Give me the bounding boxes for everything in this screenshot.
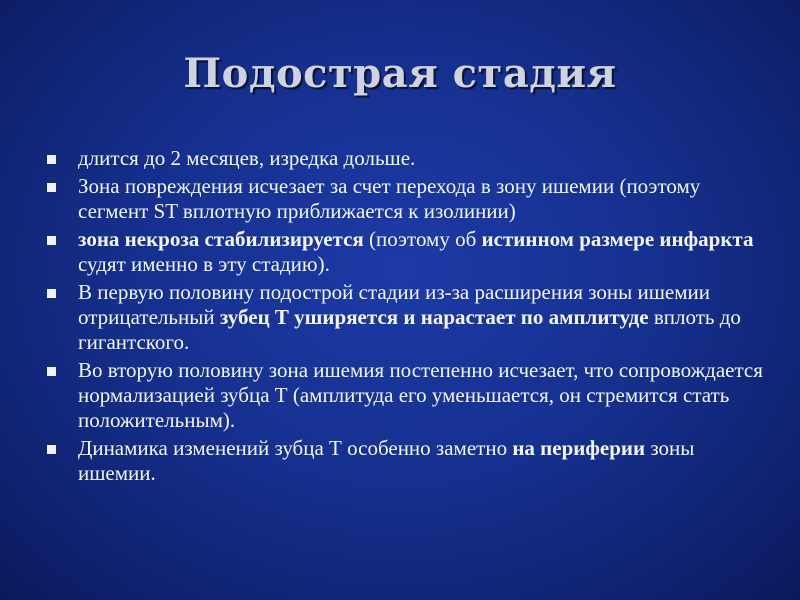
bullet-text: Во вторую половину зона ишемия постепенно исчезает, что сопровождается нормализацией зубца Т (амплитуда его уменьшается, он стремится стать положительным). bbox=[78, 358, 763, 432]
bullet-list bbox=[44, 146, 764, 489]
bullet-text: длится до 2 месяцев, изредка дольше. bbox=[78, 146, 416, 170]
bullet-text: В первую половину подострой стадии из-за расширения зоны ишемии отрицательный bbox=[78, 280, 711, 329]
bullet-text: вплоть до гигантского. bbox=[78, 305, 741, 354]
bullet-text-bold: зубец Т уширяется и нарастает по амплитуде bbox=[219, 305, 649, 329]
square-bullet-icon bbox=[47, 445, 56, 454]
bullet-text: Зона повреждения исчезает за счет перехода в зону ишемии (поэтому сегмент ST вплотную приближается к изолинии) bbox=[78, 174, 701, 223]
bullet-text: судят именно в эту стадию). bbox=[78, 252, 330, 276]
bullet-item bbox=[44, 146, 764, 171]
bullet-item bbox=[44, 174, 764, 224]
slide-title: Подострая стадия bbox=[183, 50, 617, 97]
square-bullet-icon bbox=[47, 155, 56, 164]
bullet-item bbox=[44, 227, 764, 277]
bullet-text: зоны ишемии. bbox=[78, 436, 695, 485]
square-bullet-icon bbox=[47, 236, 56, 245]
bullet-item bbox=[44, 436, 764, 486]
square-bullet-icon bbox=[47, 183, 56, 192]
bullet-text: (поэтому об bbox=[363, 227, 482, 251]
bullet-item bbox=[44, 358, 764, 433]
square-bullet-icon bbox=[47, 289, 56, 298]
bullet-text-bold: истинном размере инфаркта bbox=[481, 227, 754, 251]
bullet-item bbox=[44, 280, 764, 355]
square-bullet-icon bbox=[47, 367, 56, 376]
bullet-text-bold: зона некроза стабилизируется bbox=[78, 227, 364, 251]
bullet-text-bold: на периферии bbox=[512, 436, 646, 460]
bullet-text: Динамика изменений зубца Т особенно заметно bbox=[78, 436, 513, 460]
